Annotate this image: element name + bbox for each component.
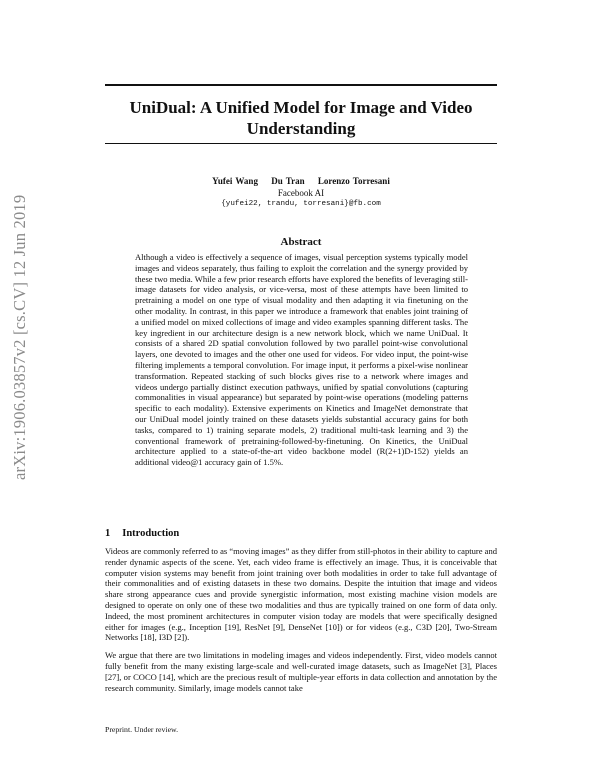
paper-title-line-1: UniDual: A Unified Model for Image and Video <box>129 98 473 117</box>
abstract-text: Although a video is effectively a sequence of images, visual perception systems typically model images and videos separately, thus failing to exploit the correlation and the synergy provided by these two media. While a few prior research efforts have explored the benefits of leveraging still-image datasets for video analysis, or vice-versa, most of these attempts have been limited to pretraining a model on one type of visual modality and then adapting it via finetuning on the other modality. In contrast, in this paper we introduce a framework that enables joint training of a unified model on mixed collections of image and video examples spanning different tasks. The key ingredient in our architecture design is a new network block, which we name UniDual. It consists of a shared 2D spatial convolution followed by two parallel point-wise convolutional layers, one devoted to images and the other one used for videos. For video input, the point-wise filtering implements a temporal convolution. For image input, it performs a pixel-wise nonlinear transformation. Repeated stacking of such blocks gives rise to a network where images and videos undergo partially distinct execution pathways, unified by spatial convolutions (capturing commonalities in visual appearance) but separated by point-wise operations (modeling patterns specific to each modality). Extensive experiments on Kinetics and ImageNet demonstrate that our UniDual model jointly trained on these datasets yields substantial accuracy gains for both tasks, compared to 1) training separate models, 2) traditional multi-task learning and 3) the conventional framework of pretraining-followed-by-finetuning. On Kinetics, the UniDual architecture applied to a state-of-the-art video backbone model (R(2+1)D-152) yields an additional video@1 accuracy gain of 1.5%. <box>135 252 468 468</box>
title-block <box>105 89 497 139</box>
paragraph: We argue that there are two limitations in modeling images and videos independently. First, video models cannot fully benefit from the many existing large-scale and well-curated image datasets, such as ImageNet [3], Places [27], or COCO [14], which are the precious result of multiple-year efforts in data collection and annotation by the research community. Similarly, image models cannot take <box>105 650 497 693</box>
author-block <box>105 176 497 211</box>
author-emails: {yufei22, trandu, torresani}@fb.com <box>221 200 381 208</box>
paragraph: Videos are commonly referred to as “moving images” as they differ from still-photos in their ability to capture and render dynamic aspects of the scene. Yet, each video frame is effectively an image. Thus, it is conceivable that computer vision systems may benefit from joint training over both modalities in order to take full advantage of their commonalities and of existing datasets in these two domains. Despite the intuition that image and videos share strong appearance cues and provide synergistic information, most existing machine vision models are designed to operate on only one of these two modalities and thus are typically trained on one form of data only. Indeed, the most prominent architectures in computer vision today are models that were specifically designed either for images (e.g., Inception [19], ResNet [9], DenseNet [10]) or for videos (e.g., C3D [20], Two-Stream Networks [18], I3D [2]). <box>105 546 497 643</box>
section-number: 1 <box>105 528 111 539</box>
section-title: Introduction <box>122 528 180 539</box>
paper-title <box>105 97 497 139</box>
author-name: Lorenzo Torresani <box>317 176 390 186</box>
affiliation: Facebook AI <box>277 187 325 198</box>
arxiv-identifier: arXiv:1906.03857v2 [cs.CV] 12 Jun 2019 <box>10 194 29 480</box>
paper-title-line-2: Understanding <box>246 119 356 138</box>
title-rule-bottom <box>105 143 497 144</box>
abstract-heading: Abstract <box>280 236 322 248</box>
title-rule-top <box>105 84 497 86</box>
introduction-body <box>105 546 497 700</box>
author-name: Yufei Wang <box>212 176 258 186</box>
page-footer: Preprint. Under review. <box>105 725 179 734</box>
author-name: Du Tran <box>271 176 305 186</box>
section-heading-introduction <box>105 528 179 539</box>
author-names <box>105 176 497 188</box>
